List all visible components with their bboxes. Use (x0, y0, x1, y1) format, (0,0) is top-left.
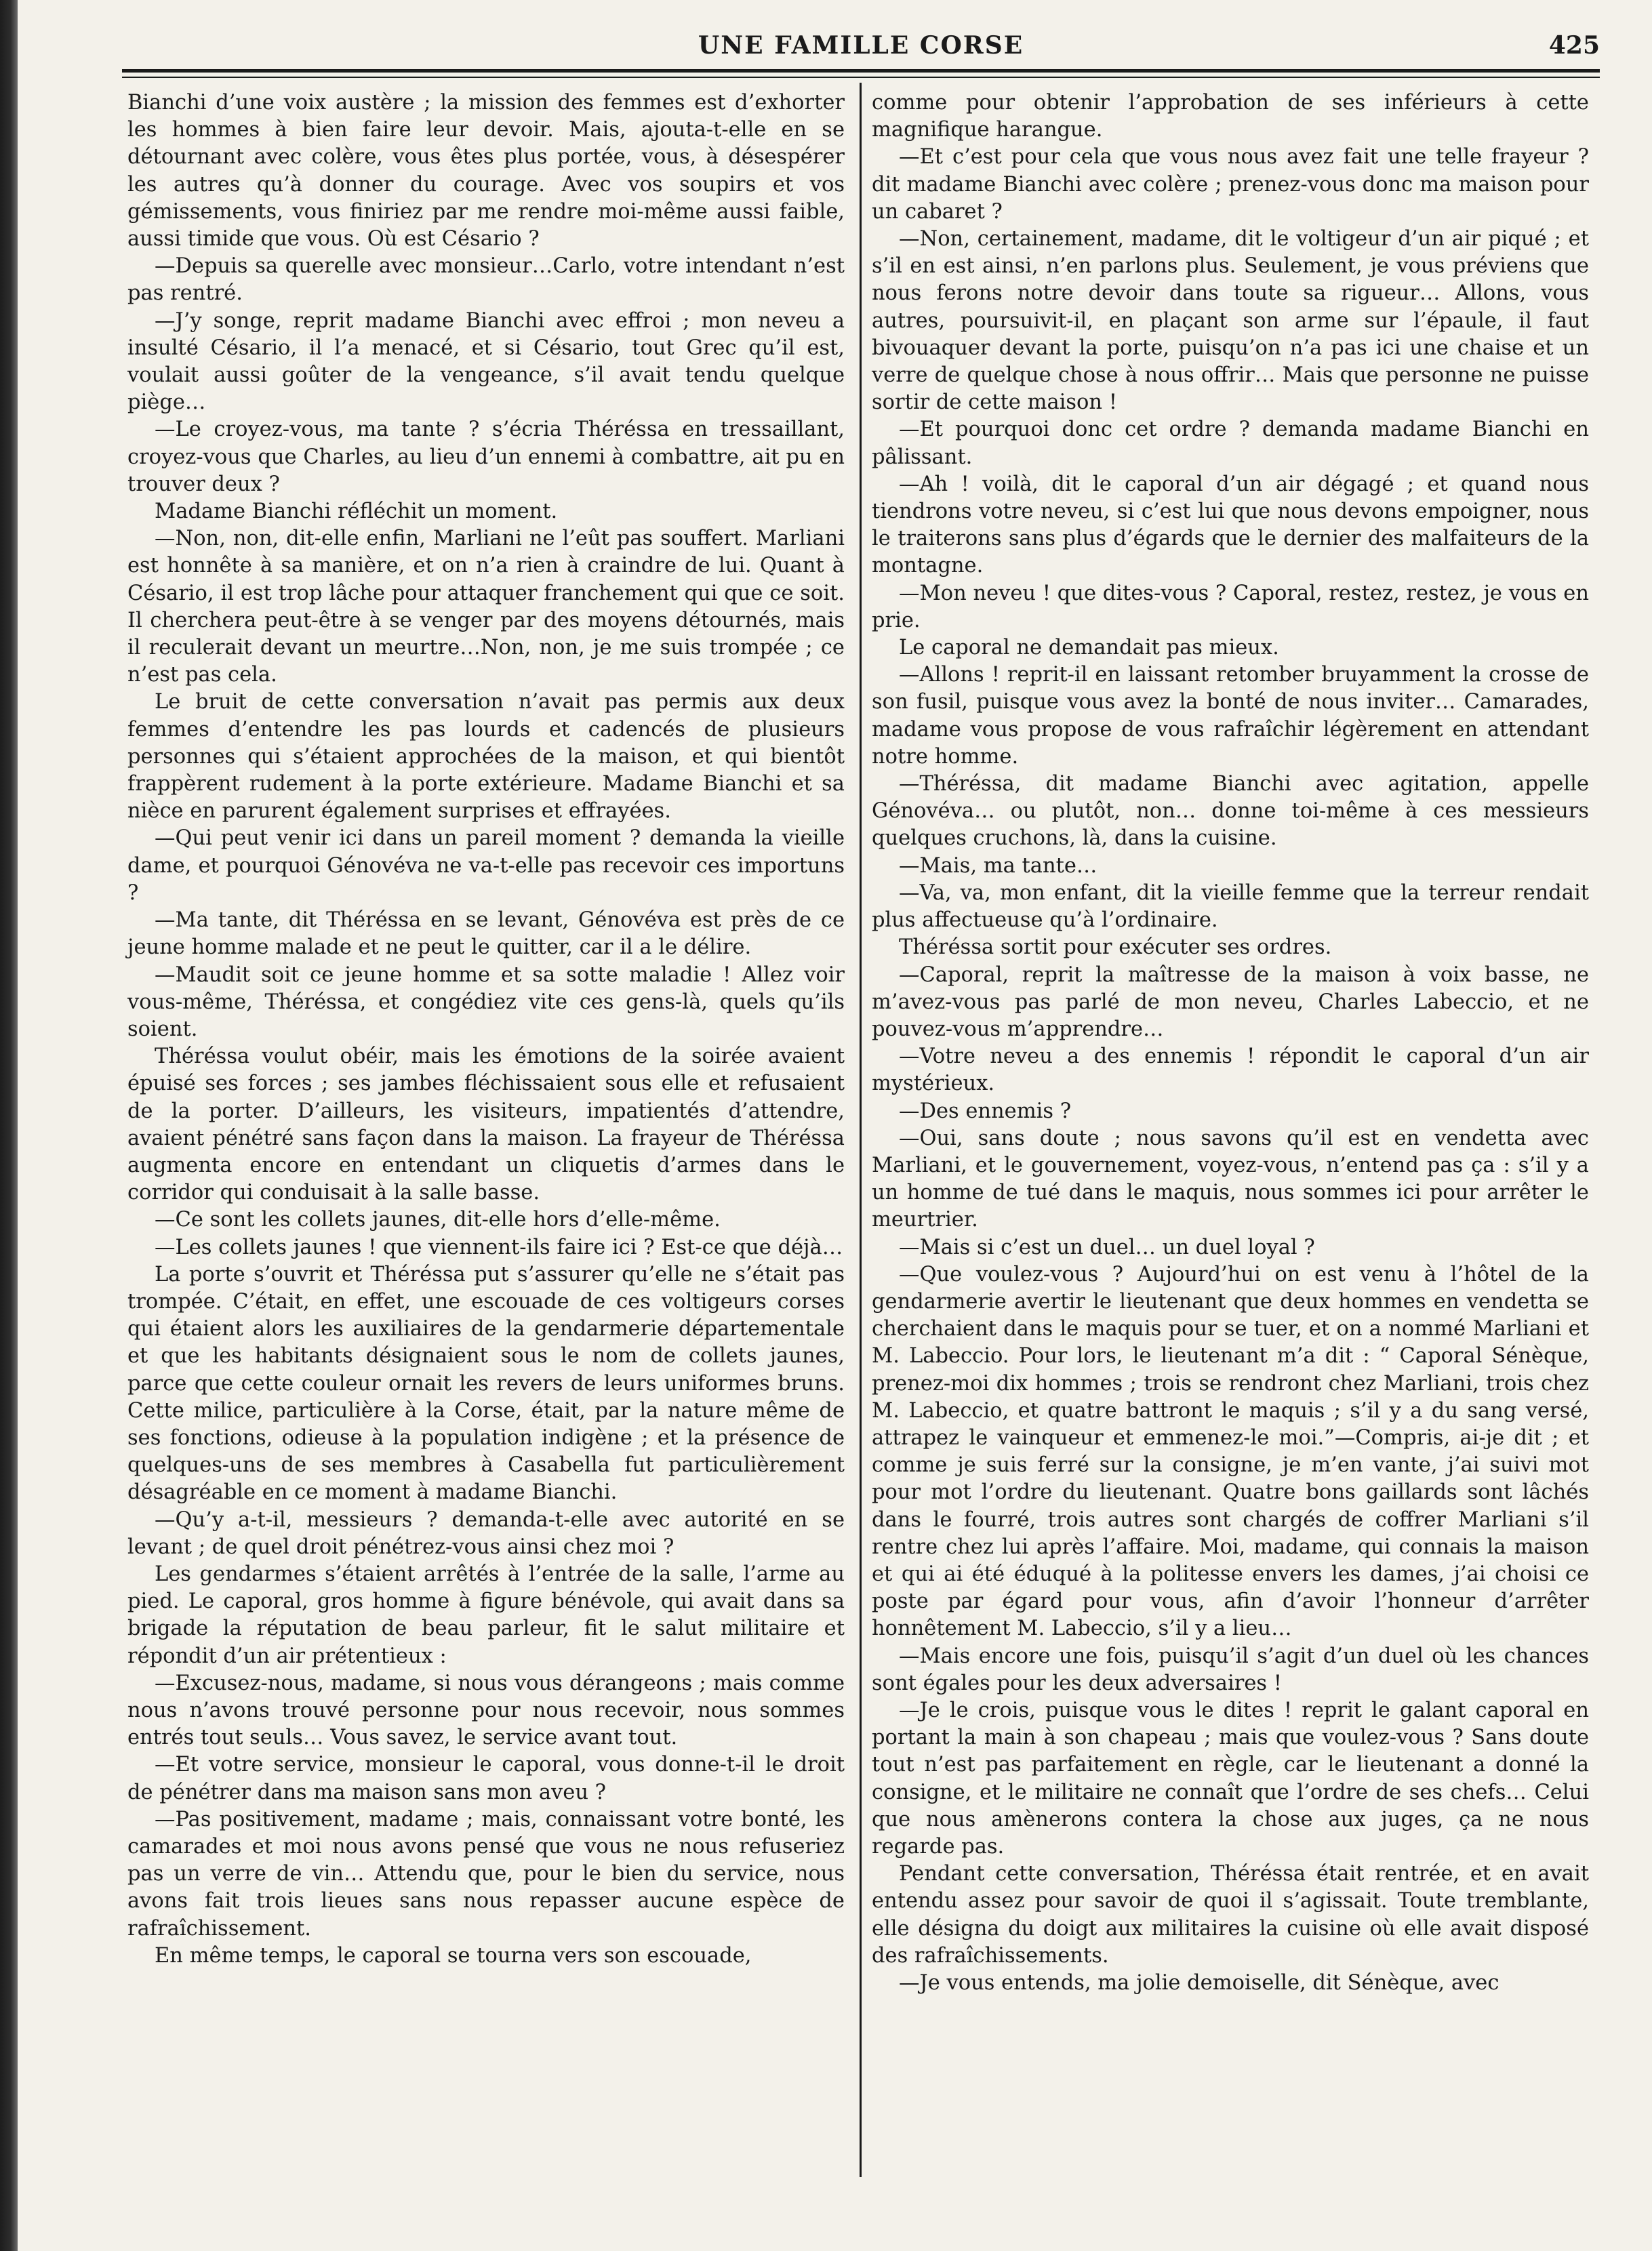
paragraph: —Les collets jaunes ! que viennent-ils faire ici ? Est-ce que déjà… (155, 1235, 843, 1259)
paragraph: comme pour obtenir l’approbation de ses inférieurs à cette magnifique harangue. (872, 91, 1589, 142)
paragraph: —Je vous entends, ma jolie demoiselle, dit Sénèque, avec (899, 1971, 1499, 1995)
paragraph: —J’y songe, reprit madame Bianchi avec effroi ; mon neveu a insulté Césario, il l’a menacé, et si Césario, tout Grec qu’il est, voulait aussi goûter de la vengeance, s’il avait tendu quelque piège… (127, 308, 845, 415)
left-column (127, 89, 845, 1970)
paragraph: —Mais, ma tante… (899, 853, 1097, 878)
paragraph: Bianchi d’une voix austère ; la mission des femmes est d’exhorter les hommes à bien faire leur devoir. Mais, ajouta-t-elle en se détournant avec colère, vous êtes plus portée, vous, à désespérer les autres qu’à donner du courage. Avec vos soupirs et vos gémissements, vous finiriez par me rendre moi-même aussi faible, aussi timide que vous. Où est Césario ? (127, 91, 845, 251)
paragraph: —Oui, sans doute ; nous savons qu’il est en vendetta avec Marliani, et le gouvernement, voyez-vous, n’entend pas ça : s’il y a un homme de tué dans le maquis, nous sommes ici pour arrêter le meurtrier. (872, 1126, 1589, 1232)
paragraph: —Non, non, dit-elle enfin, Marliani ne l’eût pas souffert. Marliani est honnête à sa manière, et on n’a rien à craindre de lui. Quant à Césario, il est trop lâche pour attaquer franchement qui que ce soit. Il cherchera peut-être à se venger par des moyens détournés, mais il reculerait devant un meurtre…Non, non, je me suis trompée ; ce n’est pas cela. (127, 527, 845, 687)
paragraph: —Pas positivement, madame ; mais, connaissant votre bonté, les camarades et moi nous avons pensé que vous ne nous refuseriez pas un verre de vin… Attendu que, pour le bien du service, nous avons fait trois lieues sans nous repasser aucune espèce de rafraîchissement. (127, 1807, 845, 1941)
paragraph: —Excusez-nous, madame, si nous vous dérangeons ; mais comme nous n’avons trouvé personne pour nous recevoir, nous sommes entrés tout seuls… Vous savez, le service avant tout. (127, 1671, 845, 1750)
header-rule-thick (122, 69, 1600, 73)
paragraph: —Des ennemis ? (899, 1099, 1072, 1123)
paragraph: —Va, va, mon enfant, dit la vieille femme que la terreur rendait plus affectueuse qu’à l’ordinaire. (872, 880, 1589, 933)
paragraph: —Mais encore une fois, puisqu’il s’agit d’un duel où les chances sont égales pour les deux adversaires ! (872, 1644, 1589, 1695)
paragraph: —Non, certainement, madame, dit le voltigeur d’un air piqué ; et s’il en est ainsi, n’en parlons plus. Seulement, je vous préviens que nous ferons notre devoir dans toute sa rigueur… Allons, vous autres, poursuivit-il, en plaçant son arme sur l’épaule, il faut bivouaquer devant la porte, puisqu’on n’a pas ici une chaise et un verre de quelque chose à nous offrir… Mais que personne ne puisse sortir de cette maison ! (872, 227, 1589, 415)
paragraph: Madame Bianchi réfléchit un moment. (155, 500, 558, 524)
paragraph: —Allons ! reprit-il en laissant retomber bruyamment la crosse de son fusil, puisque vous avez la bonté de nous inviter… Camarades, madame vous propose de vous rafraîchir légèrement en attendant notre homme. (872, 663, 1589, 769)
paragraph: Le caporal ne demandait pas mieux. (899, 636, 1279, 660)
paragraph: Le bruit de cette conversation n’avait pas permis aux deux femmes d’entendre les pas lourds et cadencés de plusieurs personnes qui s’étaient approchées de la maison, et qui bientôt frappèrent rudement à la porte extérieure. Madame Bianchi et sa nièce en parurent également surprises et effrayées. (127, 690, 845, 824)
paragraph: —Le croyez-vous, ma tante ? s’écria Théréssa en tressaillant, croyez-vous que Charles, au lieu d’un ennemi à combattre, ait pu en trouver deux ? (127, 418, 845, 496)
paragraph: —Ah ! voilà, dit le caporal d’un air dégagé ; et quand nous tiendrons votre neveu, si c’est lui que nous devons empoigner, nous le traiterons sans plus d’égards que le dernier des malfaiteurs de la montagne. (872, 472, 1589, 578)
paragraph: —Ma tante, dit Théréssa en se levant, Génovéva est près de ce jeune homme malade et ne peut le quitter, car il a le délire. (127, 908, 845, 960)
paragraph: Pendant cette conversation, Théréssa était rentrée, et en avait entendu assez pour savoir de quoi il s’agissait. Toute tremblante, elle désigna du doigt aux militaires la cuisine où elle avait disposé des rafraîchissements. (872, 1862, 1589, 1968)
page-header (122, 27, 1600, 75)
paragraph: —Caporal, reprit la maîtresse de la maison à voix basse, ne m’avez-vous pas parlé de mon neveu, Charles Labeccio, et ne pouvez-vous m’apprendre… (872, 962, 1589, 1041)
paragraph: —Théréssa, dit madame Bianchi avec agitation, appelle Génovéva… ou plutôt, non… donne toi-même à ces messieurs quelques cruchons, là, dans la cuisine. (872, 772, 1589, 851)
paragraph: —Depuis sa querelle avec monsieur…Carlo, votre intendant n’est pas rentré. (127, 254, 845, 306)
running-title: UNE FAMILLE CORSE (698, 31, 1024, 60)
paragraph: —Et c’est pour cela que vous nous avez fait une telle frayeur ? dit madame Bianchi avec colère ; prenez-vous donc ma maison pour un cabaret ? (872, 145, 1589, 224)
paragraph: —Votre neveu a des ennemis ! répondit le caporal d’un air mystérieux. (872, 1045, 1589, 1096)
paragraph: —Que voulez-vous ? Aujourd’hui on est venu à l’hôtel de la gendarmerie avertir le lieutenant que deux hommes en vendetta se cherchaient dans le maquis pour se tuer, et on a nommé Marliani et M. Labeccio. Pour lors, le lieutenant m’a dit : “ Caporal Sénèque, prenez-moi dix hommes ; trois se rendront chez Marliani, trois chez M. Labeccio, et quatre battront le maquis ; s’il y a du sang versé, attrapez le vainqueur et emmenez-le moi.”—Compris, ai-je dit ; et comme je suis ferré sur la consigne, je m’en vante, j’ai suivi mot pour mot l’ordre du lieutenant. Quatre bons gaillards sont lâchés dans le fourré, trois autres sont chargés de coffrer Marliani s’il rentre chez lui après l’affaire. Moi, madame, qui connais la maison et qui ai été éduqué à la politesse envers les dames, j’ai choisi ce poste par égard pour vous, afin d’avoir l’honneur d’arrêter honnêtement M. Labeccio, s’il y a lieu… (872, 1262, 1589, 1641)
paragraph: La porte s’ouvrit et Théréssa put s’assurer qu’elle ne s’était pas trompée. C’était, en effet, une escouade de ces voltigeurs corses qui étaient alors les auxiliaires de la gendarmerie départementale et que les habitants désignaient sous le nom de collets jaunes, parce que cette couleur ornait les revers de leurs uniformes bruns. Cette milice, particulière à la Corse, était, par la nature même de ses fonctions, odieuse à la population indigène ; et la présence de quelques-uns de ses membres à Casabella fut particulièrement désagréable en ce moment à madame Bianchi. (127, 1262, 845, 1505)
paragraph: —Et pourquoi donc cet ordre ? demanda madame Bianchi en pâlissant. (872, 418, 1589, 469)
paragraph: —Maudit soit ce jeune homme et sa sotte maladie ! Allez voir vous-même, Théréssa, et congédiez vite ces gens-là, quels qu’ils soient. (127, 962, 845, 1041)
column-divider (860, 83, 862, 2177)
paragraph: —Mon neveu ! que dites-vous ? Caporal, restez, restez, je vous en prie. (872, 581, 1589, 632)
right-column (872, 89, 1589, 1997)
paragraph: —Et votre service, monsieur le caporal, vous donne-t-il le droit de pénétrer dans ma maison sans mon aveu ? (127, 1753, 845, 1804)
paragraph: —Je le crois, puisque vous le dites ! reprit le galant caporal en portant la main à son chapeau ; mais que voulez-vous ? Sans doute tout n’est pas parfaitement en règle, car le lieutenant a donné la consigne, et le militaire ne connaît que l’ordre de ses chefs… Celui que nous amènerons contera la chose aux juges, ça ne nous regarde pas. (872, 1698, 1589, 1859)
header-rule-thin (122, 77, 1600, 78)
page-number: 425 (1548, 31, 1600, 60)
paragraph: —Ce sont les collets jaunes, dit-elle hors d’elle-même. (155, 1208, 721, 1232)
binding-edge (0, 0, 18, 2251)
paragraph: —Qu’y a-t-il, messieurs ? demanda-t-elle avec autorité en se levant ; de quel droit pénétrez-vous ainsi chez moi ? (127, 1507, 845, 1559)
paragraph: Les gendarmes s’étaient arrêtés à l’entrée de la salle, l’arme au pied. Le caporal, gros homme à figure bénévole, qui avait dans sa brigade la réputation de beau parleur, fit le salut militaire et répondit d’un air prétentieux : (127, 1562, 845, 1668)
paragraph: Théréssa voulut obéir, mais les émotions de la soirée avaient épuisé ses forces ; ses jambes fléchissaient sous elle et refusaient de la porter. D’ailleurs, les visiteurs, impatientés d’attendre, avaient pénétré sans façon dans la maison. La frayeur de Théréssa augmenta encore en entendant un cliquetis d’armes dans le corridor qui conduisait à la salle basse. (127, 1045, 845, 1205)
paragraph: Théréssa sortit pour exécuter ses ordres. (899, 935, 1332, 960)
paragraph: —Mais si c’est un duel… un duel loyal ? (899, 1235, 1315, 1259)
paragraph: En même temps, le caporal se tourna vers son escouade, (155, 1943, 752, 1968)
paragraph: —Qui peut venir ici dans un pareil moment ? demanda la vieille dame, et pourquoi Génovéva ne va-t-elle pas recevoir ces importuns ? (127, 826, 845, 905)
